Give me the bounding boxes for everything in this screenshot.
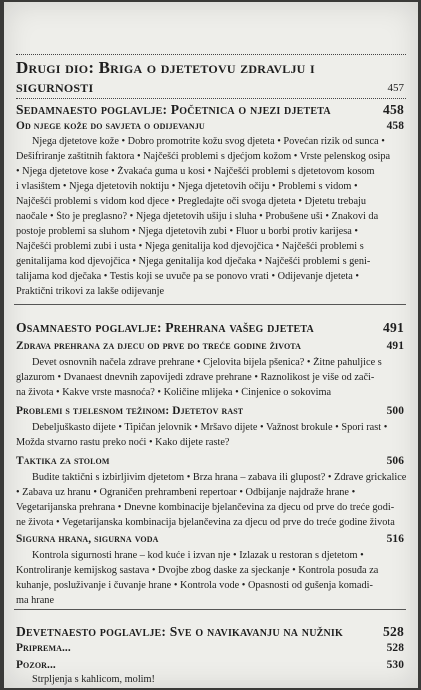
- part-title-line1: Drugi dio: Briga o djetetovu zdravlju i: [16, 58, 315, 77]
- chapter-page-number: 458: [383, 102, 404, 117]
- section-page-number: 491: [386, 340, 404, 352]
- section-heading: [16, 659, 404, 671]
- toc-line: Strpljenja s kahlicom, molim!: [32, 674, 155, 685]
- section-page-number: 516: [386, 533, 404, 545]
- toc-line: postoje problemi sa sluhom • Njega djetetovih zubi • Fluor u borbi protiv karijesa •: [16, 226, 358, 237]
- toc-line: Devet osnovnih načela zdrave prehrane • Cjelovita bijela pšenica? • Žitne pahuljice s: [32, 357, 382, 368]
- chapter-divider: [14, 609, 406, 610]
- toc-line: i vlasištem • Njega djetetovih noktiju • Njega djetetovih očiju • Problemi s vidom •: [16, 181, 358, 192]
- toc-line: Vegetarijanska prehrana • Dnevne kombinacije bjelančevina za djecu od prve do treće godi-: [16, 502, 395, 513]
- section-heading: [16, 455, 404, 467]
- part-page-number: 457: [387, 82, 404, 94]
- section-page-number: 506: [386, 455, 404, 467]
- section-title: Problemi s tjelesnom težinom: Djetetov rast: [16, 405, 244, 417]
- chapter-19-heading: [16, 624, 404, 640]
- toc-line: ma hrane: [16, 595, 55, 606]
- toc-line: Najčešći problemi zubi i usta • Njega genitalija kod djevojčica • Najčešći problemi s: [16, 241, 364, 252]
- section-page-number: 528: [386, 642, 404, 654]
- section-title: Od njege kože do savjeta o odijevanju: [16, 120, 205, 132]
- toc-line: Debeljuškasto dijete • Tipičan jelovnik • Mršavo dijete • Važnost brokule • Spori rast •: [32, 422, 388, 433]
- toc-line: Dešifriranje zaštitnih faktora • Najčešći problemi s djećjom kožom • Vrste pelenskog osipa: [16, 151, 391, 162]
- chapter-17-heading: [16, 102, 404, 118]
- toc-line: glazurom • Dvanaest dnevnih zapovijedi zdrave prehrane • Raznolikost je više od zači-: [16, 372, 375, 383]
- section-heading: [16, 120, 404, 132]
- toc-line: • Njega djetetove kose • Žvakaća guma u kosi • Najčešći problemi s djetetovom kosom: [16, 166, 375, 177]
- toc-line: Kontroliranje kemijskog sastava • Dvojbe zbog daske za sjeckanje • Kontrola posuđa za: [16, 565, 379, 576]
- section-page-number: 500: [386, 405, 404, 417]
- section-heading: [16, 405, 404, 417]
- part-title-line2: sigurnosti: [16, 77, 94, 96]
- book-page: [4, 2, 418, 688]
- toc-line: Kontrola sigurnosti hrane – kod kuće i izvan nje • Izlazak u restoran s djetetom •: [32, 550, 364, 561]
- chapter-title: Sedamnaesto poglavlje: Početnica o njezi djeteta: [16, 102, 331, 117]
- section-title: Zdrava prehrana za djecu od prve do treće godine života: [16, 340, 301, 352]
- section-title: Pozor...: [16, 659, 56, 671]
- toc-line: Možda stvarno rastu preko noći • Kako dijete raste?: [16, 437, 230, 448]
- toc-line: genitalijama kod djevojčica • Njega genitalija kod dječaka • Najčešći problemi s geni-: [16, 256, 371, 267]
- section-title: Sigurna hrana, sigurna voda: [16, 533, 159, 545]
- toc-line: kuhanje, posluživanje i čuvanje hrane • Kontrola vode • Opasnosti od gušenja komadi-: [16, 580, 373, 591]
- toc-line: ne života • Vegetarijanska kombinacija bjelančevina za djecu od prve do treće godine života: [16, 517, 395, 528]
- section-heading: [16, 340, 404, 352]
- chapter-title: Osamnaesto poglavlje: Prehrana vašeg djeteta: [16, 320, 314, 335]
- toc-line: • Zabava uz hranu • Ograničen prehrambeni repertoar • Odbijanje najdraže hrane •: [16, 487, 356, 498]
- toc-line: Budite taktični s izbirljivim djetetom • Brza hrana – zabava ili glupost? • Zdrave grickalice: [32, 472, 406, 483]
- chapter-18-heading: [16, 320, 404, 336]
- section-page-number: 530: [386, 659, 404, 671]
- section-title: Taktika za stolom: [16, 455, 110, 467]
- chapter-divider: [14, 304, 406, 305]
- dotted-rule: [16, 98, 406, 99]
- section-page-number: 458: [386, 120, 404, 132]
- toc-line: talijama kod dječaka • Testis koji se uvuče pa se ponovo vrati • Odijevanje djeteta •: [16, 271, 360, 282]
- section-heading: [16, 533, 404, 545]
- toc-line: Njega djetetove kože • Dobro promotrite kožu svog djeteta • Povećan rizik od sunca •: [32, 136, 385, 147]
- chapter-title: Devetnaesto poglavlje: Sve o navikavanju na nužnik: [16, 624, 343, 639]
- toc-line: Najčešći problemi s vidom kod djece • Pregledajte oči svoga djeteta • Djetetu trebaju: [16, 196, 367, 207]
- section-heading: [16, 642, 404, 654]
- toc-line: na života • Kakve vrste masnoća? • Količine mlijeka • Činjenice o sokovima: [16, 387, 332, 398]
- toc-line: naočale • Što je preglasno? • Njega djetetovih ušiju i sluha • Probušene uši • Znakovi da: [16, 211, 379, 222]
- section-title: Priprema...: [16, 642, 71, 654]
- toc-line: Praktični trikovi za lakše odijevanje: [16, 286, 165, 297]
- dotted-rule: [16, 54, 406, 55]
- chapter-page-number: 528: [383, 624, 404, 639]
- chapter-page-number: 491: [383, 320, 404, 335]
